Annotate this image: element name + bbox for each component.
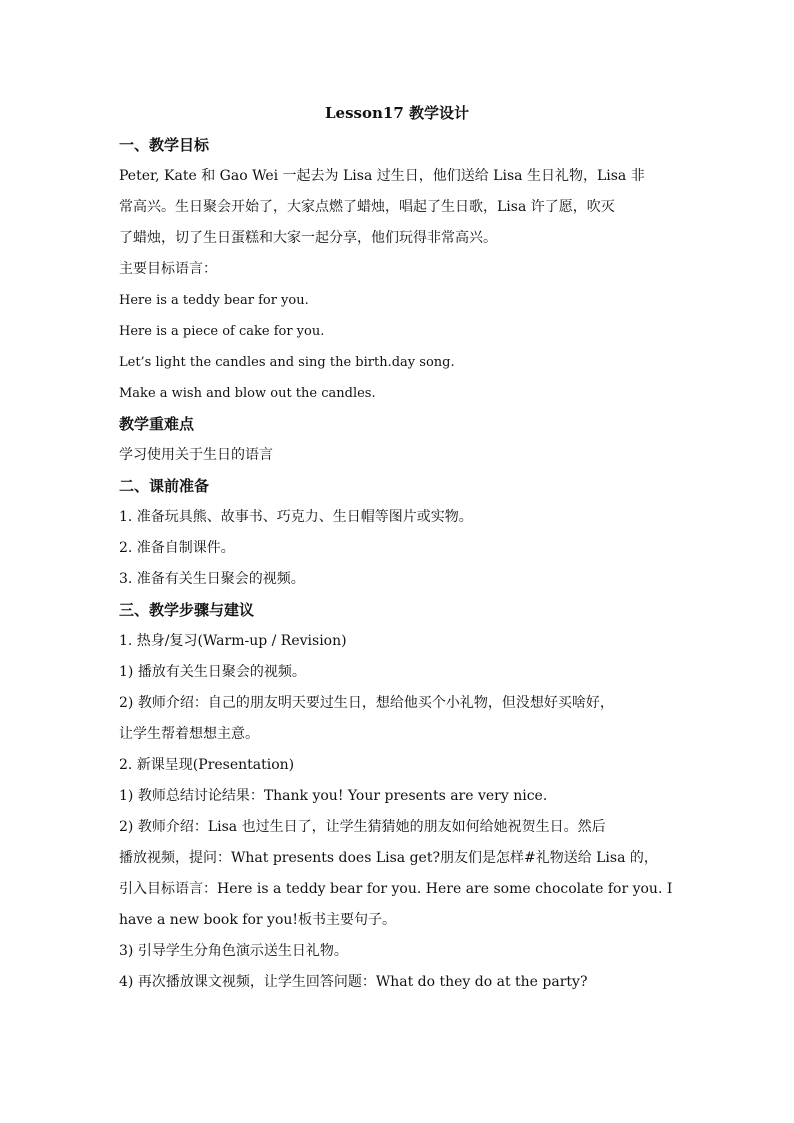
intro-line-3: 了蜡烛，切了生日蛋糕和大家一起分享，他们玩得非常高兴。	[119, 230, 497, 246]
key-points-text: 学习使用关于生日的语言	[119, 447, 273, 463]
key-points-heading: 教学重难点	[119, 415, 195, 433]
section-heading-preparation: 二、课前准备	[119, 477, 210, 495]
prep-item: 3. 准备有关生日聚会的视频。	[119, 571, 305, 587]
step1-item: 1) 播放有关生日聚会的视频。	[119, 664, 306, 680]
intro-line-1: Peter, Kate 和 Gao Wei 一起去为 Lisa 过生日，他们送给 Lisa 生日礼物，Lisa 非	[119, 168, 645, 184]
step2-item: 1) 教师总结讨论结果：Thank you! Your presents are very nice.	[119, 788, 548, 804]
section-heading-objectives: 一、教学目标	[119, 136, 210, 154]
step1-item: 2) 教师介绍：自己的朋友明天要过生日，想给他买个小礼物，但没想好买啥好，	[119, 695, 614, 711]
step2-item: 引入目标语言：Here is a teddy bear for you. Here are some chocolate for you. I	[119, 881, 673, 897]
step2-item: have a new book for you!板书主要句子。	[119, 912, 397, 928]
step2-item: 4) 再次播放课文视频，让学生回答问题：What do they do at the party?	[119, 974, 588, 990]
target-language-label: 主要目标语言：	[119, 261, 217, 277]
document-title: Lesson17 教学设计	[325, 104, 469, 122]
step2-item: 3) 引导学生分角色演示送生日礼物。	[119, 943, 348, 959]
step1-item: 让学生帮着想想主意。	[119, 726, 259, 742]
step1-heading: 1. 热身/复习(Warm-up / Revision)	[119, 633, 347, 649]
target-sentence: Let’s light the candles and sing the birth.day song.	[119, 355, 455, 370]
step2-heading: 2. 新课呈现(Presentation)	[119, 757, 295, 773]
target-sentence: Make a wish and blow out the candles.	[119, 386, 376, 401]
intro-line-2: 常高兴。生日聚会开始了，大家点燃了蜡烛，唱起了生日歌，Lisa 许了愿，吹灭	[119, 199, 615, 215]
step2-item: 播放视频，提问：What presents does Lisa get?朋友们是怎样#礼物送给 Lisa 的，	[119, 850, 658, 866]
prep-item: 2. 准备自制课件。	[119, 540, 235, 556]
section-heading-steps: 三、教学步骤与建议	[119, 601, 255, 619]
prep-item: 1. 准备玩具熊、故事书、巧克力、生日帽等图片或实物。	[119, 509, 473, 525]
target-sentence: Here is a piece of cake for you.	[119, 324, 325, 339]
document-body	[119, 99, 675, 998]
step2-item: 2) 教师介绍：Lisa 也过生日了，让学生猜猜她的朋友如何给她祝贺生日。然后	[119, 819, 606, 835]
target-sentence: Here is a teddy bear for you.	[119, 293, 309, 308]
